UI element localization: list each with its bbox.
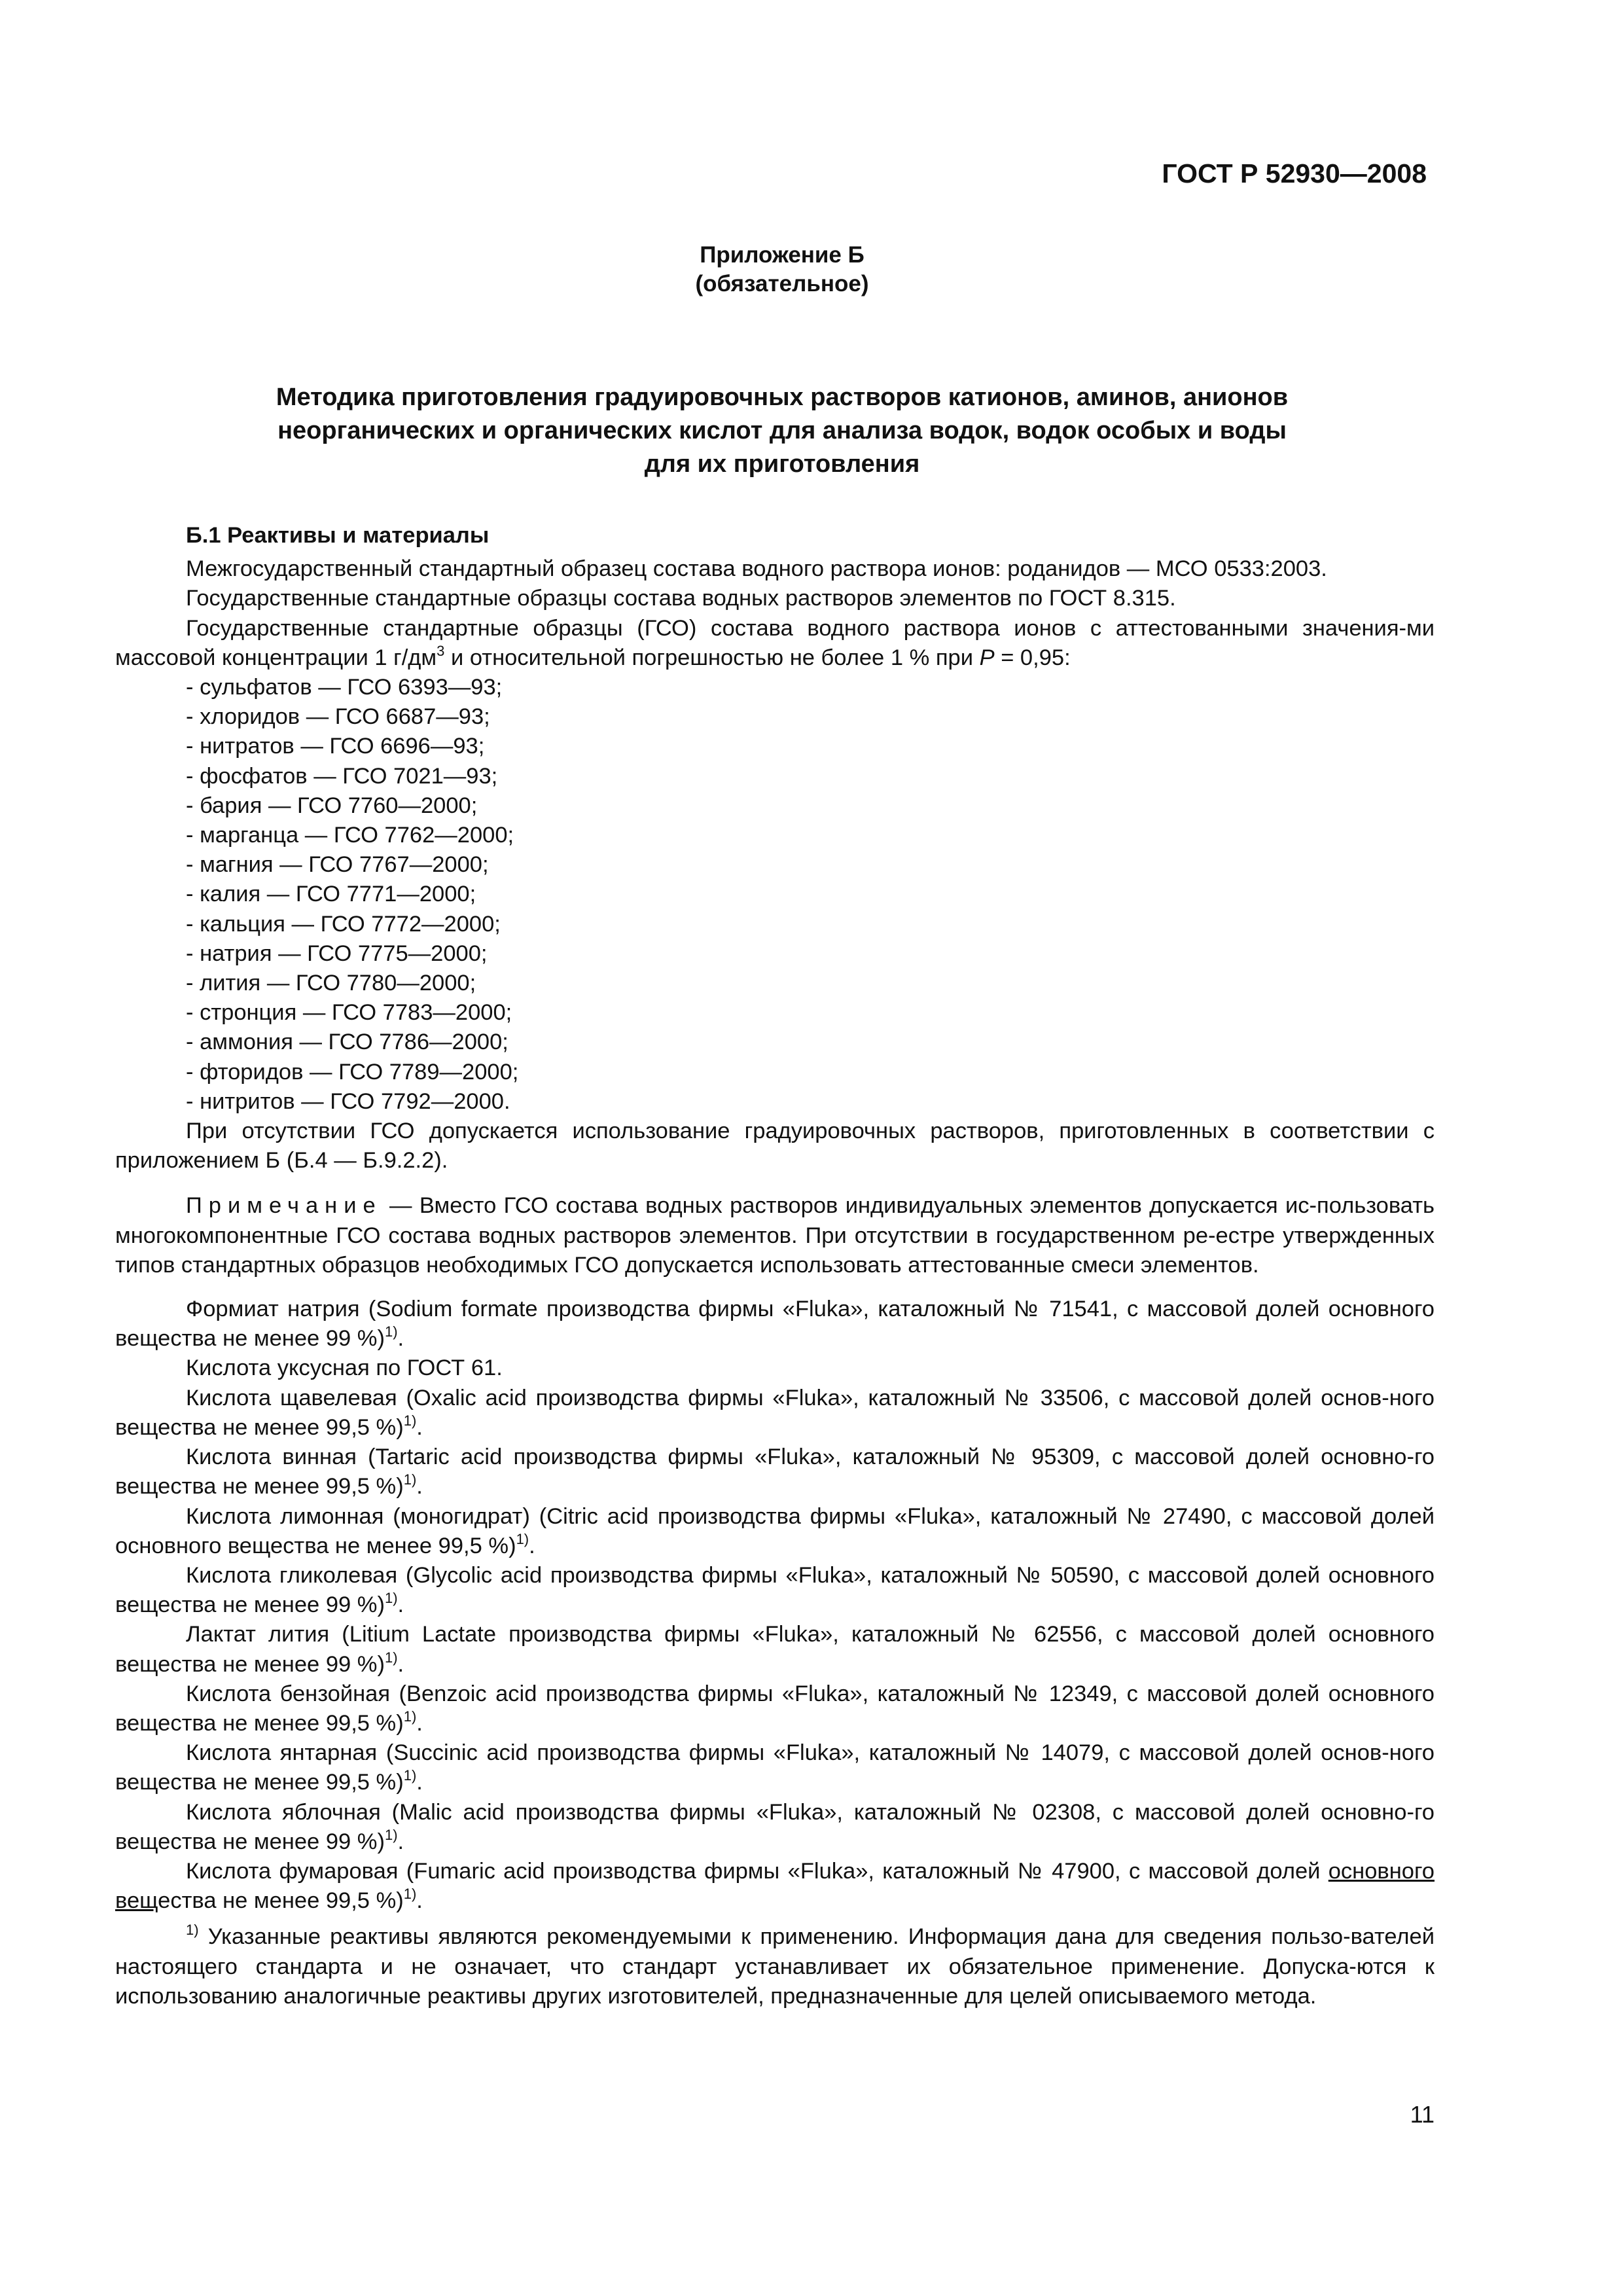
list-item: - фторидов — ГСО 7789—2000; [186,1059,519,1085]
document-body [115,521,1435,2011]
footnote-ref: 1) [403,1471,417,1488]
list-item: - марганца — ГСО 7762—2000; [186,823,514,848]
list-item: - магния — ГСО 7767—2000; [186,852,489,878]
footnote [115,1922,1435,2011]
list-item: - лития — ГСО 7780—2000; [186,971,476,996]
reagent-text: ества не менее 99,5 %) [158,1888,404,1914]
reagent-end: . [397,1651,404,1677]
reagent-end: . [416,1770,423,1795]
reagent-item [115,1561,1435,1620]
paragraph-absence: При отсутствии ГСО допускается использование градуировочных растворов, приготовленных в соответствии с приложением Б (Б.4 — Б.9.2.2). [115,1119,1435,1174]
paragraph-mso: Межгосударственный стандартный образец состава водного раствора ионов: роданидов — МСО 0533:2003. [186,556,1327,582]
reagent-text: Кислота янтарная (Succinic acid производства фирмы «Fluka», каталожный № 14079, с массовой долей основ-ного вещества не менее 99,5 %) [115,1740,1435,1795]
reagent-end: . [397,1592,404,1618]
footnote-ref: 1) [384,1649,398,1666]
reagent-text: Кислота уксусная по ГОСТ 61. [186,1355,503,1381]
paragraph-text: = 0,95: [994,645,1071,670]
superscript: 3 [437,642,445,659]
reagent-end: . [416,1414,423,1440]
reagent-item [115,1798,1435,1857]
reagent-item [115,1620,1435,1679]
paragraph-text: и относительной погрешностью не более 1 % при [444,645,980,670]
list-item: - хлоридов — ГСО 6687—93; [186,704,490,730]
footnote-ref: 1) [384,1590,398,1607]
footnote-ref: 1) [403,1886,417,1903]
reagent-end: . [416,1888,423,1914]
list-item: - стронция — ГСО 7783—2000; [186,1000,512,1026]
reagent-item [115,1354,1435,1383]
section-heading: Б.1 Реактивы и материалы [186,523,490,548]
footnote-ref: 1) [516,1530,529,1547]
probability-variable: Р [979,645,995,670]
reagent-text: Кислота винная (Tartaric acid производства фирмы «Fluka», каталожный № 95309, с массовой долей основно-го вещества не менее 99,5 %) [115,1444,1435,1499]
appendix-heading [0,241,1564,298]
reagent-item [115,1384,1435,1443]
list-item: - сульфатов — ГСО 6393—93; [186,675,503,700]
reagent-item [115,1295,1435,1354]
list-item: - калия — ГСО 7771—2000; [186,882,476,907]
footnote-ref: 1) [403,1767,417,1784]
reagent-text: Кислота щавелевая (Oxalic acid производства фирмы «Fluka», каталожный № 33506, с массовой долей основ-ного вещества не менее 99,5 %) [115,1385,1435,1440]
note-label: Примечание [186,1193,382,1219]
reagent-item [115,1857,1435,1916]
reagent-item [115,1738,1435,1797]
gso-list [115,673,1435,1117]
reagent-end: . [397,1829,404,1854]
paragraph-text: Государственные стандартные образцы (ГСО) состава водного раствора ионов с аттестованными значения-ми массовой концентрации 1 г/дм [115,615,1435,670]
title-line-2: неорганических и органических кислот для анализа водок, водок особых и воды [277,417,1287,444]
paragraph-gso-ions [115,614,1435,673]
appendix-title [196,381,1368,481]
title-line-1: Методика приготовления градуировочных растворов катионов, аминов, анионов [276,384,1289,411]
list-item: - кальция — ГСО 7772—2000; [186,911,501,937]
list-item: - натрия — ГСО 7775—2000; [186,941,488,966]
reagent-end: . [416,1710,423,1736]
reagent-end: . [397,1326,404,1352]
footnote-ref: 1) [403,1412,417,1429]
note [115,1191,1435,1280]
appendix-label: Приложение Б [700,242,865,268]
title-line-3: для их приготовления [644,450,920,478]
paragraph-gso-elements: Государственные стандартные образцы состава водных растворов элементов по ГОСТ 8.315. [186,586,1176,611]
reagent-end: . [416,1474,423,1499]
reagent-item [115,1502,1435,1561]
footnote-ref: 1) [403,1708,417,1725]
document-id: ГОСТ Р 52930—2008 [1162,158,1427,188]
appendix-status: (обязательное) [695,271,869,296]
reagent-text: Кислота яблочная (Malic acid производства фирмы «Fluka», каталожный № 02308, с массовой долей основно-го вещества не менее 99 %) [115,1799,1435,1854]
footnote-ref: 1) [384,1826,398,1843]
list-item: - нитритов — ГСО 7792—2000. [186,1088,510,1114]
list-item: - нитратов — ГСО 6696—93; [186,734,485,759]
reagent-item [115,1679,1435,1738]
footnote-ref: 1) [384,1323,398,1340]
list-item: - бария — ГСО 7760—2000; [186,793,478,818]
list-item: - аммония — ГСО 7786—2000; [186,1030,508,1055]
footnote-text: Указанные реактивы являются рекомендуемыми к применению. Информация дана для сведения пользо-вателей настоящего стандарта и не означает, что стандарт устанавливает их обязательное применение. Допуска-ются к использованию аналогичные реактивы других изготовителей, предназначенные для целей описываемого метода. [115,1924,1435,2009]
reagent-text: Кислота лимонная (моногидрат) (Citric acid производства фирмы «Fluka», каталожный № 27490, с массовой долей основного вещества не менее 99,5 %) [115,1503,1435,1558]
reagent-end: . [529,1533,535,1558]
reagent-text: Кислота гликолевая (Glycolic acid производства фирмы «Fluka», каталожный № 50590, с массовой долей основного вещества не менее 99 %) [115,1562,1435,1618]
footnote-mark: 1) [186,1922,199,1939]
reagent-item [115,1443,1435,1501]
note-text: — Вместо ГСО состава водных растворов индивидуальных элементов допускается ис-пользовать многокомпонентные ГСО состава водных растворов элементов. При отсутствии в государственном ре-естре утвержденных типов стандартных образцов необходимых ГСО допускается использовать аттестованные смеси элементов. [115,1193,1435,1278]
reagent-text: Лактат лития (Litium Lactate производства фирмы «Fluka», каталожный № 62556, с массовой долей основного вещества не менее 99 %) [115,1622,1435,1677]
page-number: 11 [1410,2101,1435,2128]
reagent-text: Формиат натрия (Sodium formate производства фирмы «Fluka», каталожный № 71541, с массовой долей основного вещества не менее 99 %) [115,1297,1435,1352]
reagent-underlined-text: основного вещ [115,1858,1435,1914]
reagent-text: Кислота бензойная (Benzoic acid производства фирмы «Fluka», каталожный № 12349, с массовой долей основного вещества не менее 99,5 %) [115,1681,1435,1736]
reagent-text: Кислота фумаровая (Fumaric acid производства фирмы «Fluka», каталожный № 47900, с массовой долей [186,1858,1329,1884]
list-item: - фосфатов — ГСО 7021—93; [186,763,498,789]
